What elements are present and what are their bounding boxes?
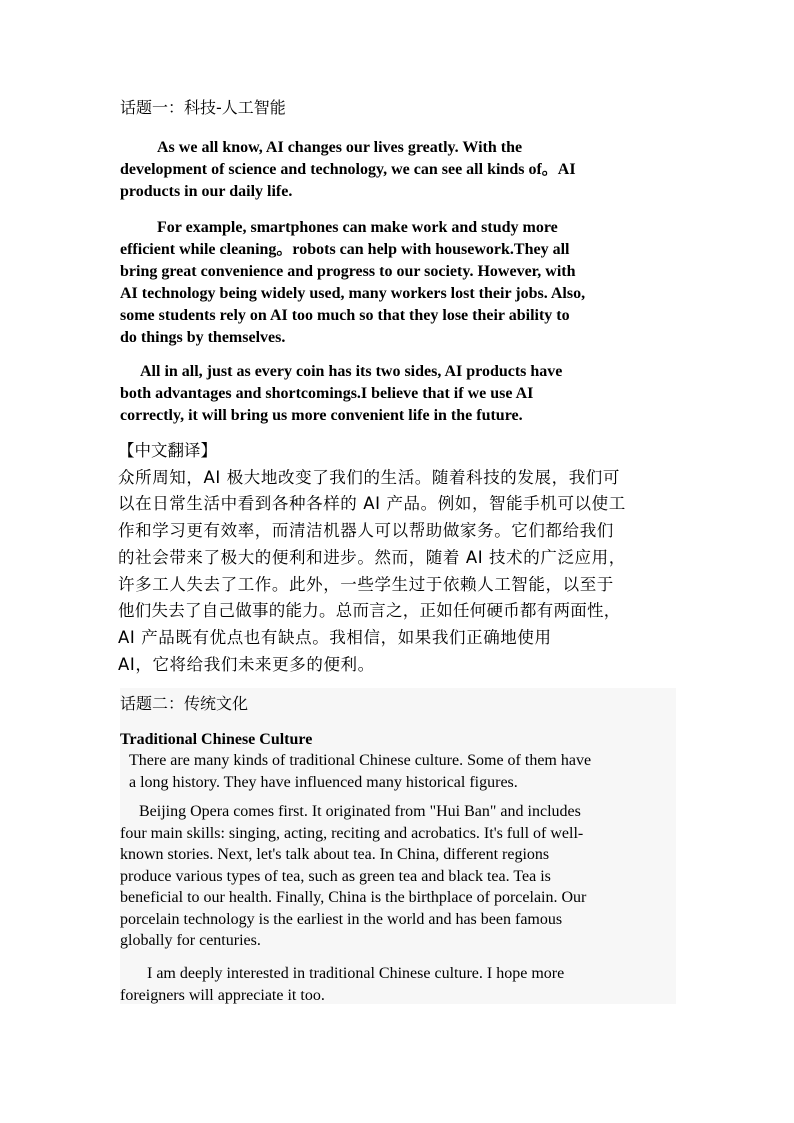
topic1-paragraph-3 <box>120 361 700 427</box>
topic2-paragraph-1 <box>120 750 680 793</box>
translation-line: 众所周知，AI 极大地改变了我们的生活。随着科技的发展，我们可 <box>118 467 620 487</box>
text-line: both advantages and shortcomings.I believe that if we use AI <box>120 385 534 402</box>
text-line: All in all, just as every coin has its two sides, AI products have <box>140 363 563 380</box>
text-line: products in our daily life. <box>120 183 293 200</box>
text-line: Beijing Opera comes first. It originated from "Hui Ban" and includes <box>139 803 581 820</box>
text-line: foreigners will appreciate it too. <box>120 986 325 1004</box>
text-line: do things by themselves. <box>120 329 286 346</box>
text-line: known stories. Next, let's talk about tea. In China, different regions <box>120 846 550 863</box>
text-line: AI technology being widely used, many workers lost their jobs. Also, <box>120 285 586 302</box>
topic1-heading: 话题一：科技-人工智能 <box>120 98 286 117</box>
culture-essay-title: Traditional Chinese Culture <box>120 731 313 748</box>
text-line: For example, smartphones can make work and study more <box>157 219 558 236</box>
translation-line: 他们失去了自己做事的能力。总而言之，正如任何硬币都有两面性， <box>118 601 621 621</box>
topic1-paragraph-1 <box>120 137 700 203</box>
text-line: globally for centuries. <box>120 932 261 949</box>
text-line: efficient while cleaning。robots can help with housework.They all <box>120 241 570 258</box>
topic2-paragraph-3 <box>120 963 680 1006</box>
translation-line: AI，它将给我们未来更多的便利。 <box>118 654 375 674</box>
translation-heading: 【中文翻译】 <box>118 441 217 460</box>
topic2-paragraph-2 <box>120 801 680 952</box>
text-line: a long history. They have influenced many historical figures. <box>129 773 518 791</box>
translation-line: 的社会带来了极大的便利和进步。然而，随着 AI 技术的广泛应用， <box>118 547 626 567</box>
text-line: four main skills: singing, acting, reciting and acrobatics. It's full of well- <box>120 824 584 842</box>
text-line: porcelain technology is the earliest in the world and has been famous <box>120 910 563 928</box>
text-line: I am deeply interested in traditional Chinese culture. I hope more <box>147 965 565 982</box>
translation-line: 许多工人失去了工作。此外，一些学生过于依赖人工智能，以至于 <box>118 574 614 594</box>
text-line: some students rely on AI too much so that they lose their ability to <box>120 307 570 324</box>
text-line: development of science and technology, we can see all kinds of。AI <box>120 161 576 178</box>
topic2-heading: 话题二：传统文化 <box>120 694 249 713</box>
text-line: As we all know, AI changes our lives greatly. With the <box>157 139 523 156</box>
translation-line: 以在日常生活中看到各种各样的 AI 产品。例如，智能手机可以使工 <box>118 494 626 514</box>
text-line: correctly, it will bring us more convenient life in the future. <box>120 407 523 424</box>
text-line: There are many kinds of traditional Chinese culture. Some of them have <box>129 752 592 769</box>
translation-section <box>118 438 698 678</box>
topic1-paragraph-2 <box>120 217 700 349</box>
text-line: produce various types of tea, such as green tea and black tea. Tea is <box>120 867 551 885</box>
text-line: bring great convenience and progress to our society. However, with <box>120 263 576 280</box>
translation-line: 作和学习更有效率，而清洁机器人可以帮助做家务。它们都给我们 <box>118 521 614 541</box>
translation-line: AI 产品既有优点也有缺点。我相信，如果我们正确地使用 <box>118 627 552 647</box>
text-line: beneficial to our health. Finally, China is the birthplace of porcelain. Our <box>120 889 587 906</box>
